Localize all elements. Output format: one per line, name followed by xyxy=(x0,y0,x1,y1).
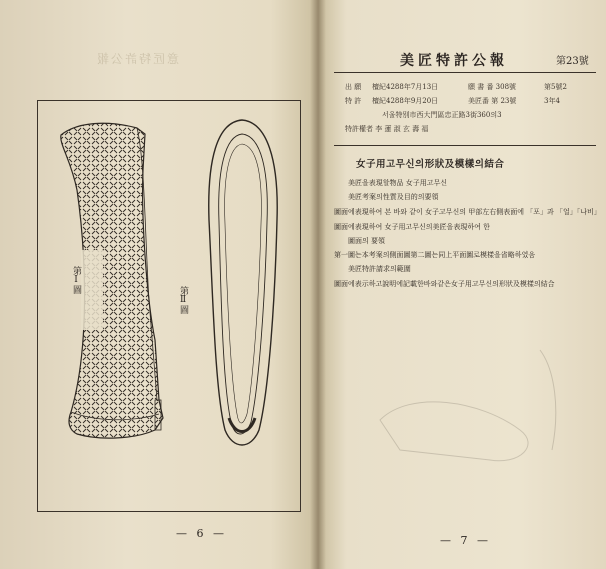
figure-2-plan-view xyxy=(209,120,277,445)
meta-application-number: 願 書 番 308號 xyxy=(468,83,517,91)
meta-date-patent: 檀紀4288年9月20日 xyxy=(372,97,439,105)
shoe-plan-outer xyxy=(209,120,277,445)
figure-1-label: 第Ⅰ圖 xyxy=(71,266,81,294)
body-line: 美匠考案의性質及目的의要領 xyxy=(348,193,439,201)
body-line: 美匠特許請求의範圍 xyxy=(348,265,411,273)
meta-label-patent: 特 許 xyxy=(345,97,362,105)
header-rule xyxy=(334,72,596,73)
meta-application-suffix: 第5號2 xyxy=(544,83,567,91)
body-line: 圖面에表現하여 女子用고무신의美匠을表現하여 한 xyxy=(334,223,490,231)
meta-label-application: 出 願 xyxy=(345,83,362,91)
bleed-through-header: 意匠特許公報 xyxy=(95,52,180,66)
meta-design-suffix: 3年4 xyxy=(544,97,560,105)
body-line: 圖面에表現하여 본 바와 같이 女子고무신의 甲部左右側表面에 「포」과 「얼」「나비」 xyxy=(334,208,601,216)
meta-design-number: 美匠番 第 23號 xyxy=(468,97,517,105)
body-line: 圖面에表示하고說明에記載한바와같은女子用고무신의形狀及模樣의結合 xyxy=(334,280,555,288)
design-title: 女子用고무신의形狀及模樣의結合 xyxy=(356,159,505,170)
registrant-address: 서울特別市西大門區忠正路3街360의3 xyxy=(382,111,502,119)
bleed-through-drawing xyxy=(370,330,590,480)
body-line: 美匠을表現할物品 女子用고무신 xyxy=(348,179,448,187)
meta-date-application: 檀紀4288年7月13日 xyxy=(372,83,439,91)
book-gutter xyxy=(310,0,326,569)
registrant-name: 特許權者 李 蓮 淑 玄 壽 福 xyxy=(345,125,429,133)
section-rule xyxy=(334,145,596,146)
journal-title: 美匠特許公報 xyxy=(400,53,508,69)
body-line: 圖面의 要領 xyxy=(348,237,385,245)
body-line: 第一圖는本考案의側面圖第二圖는同上平面圖로模樣을省略하였음 xyxy=(334,251,536,259)
figure-2-label: 第Ⅱ圖 xyxy=(178,286,188,314)
shoe-drawings xyxy=(37,100,299,510)
issue-number: 第23號 xyxy=(556,56,589,67)
page-number-right: — 7 — xyxy=(440,534,491,547)
page-number-left: — 6 — xyxy=(176,527,227,540)
